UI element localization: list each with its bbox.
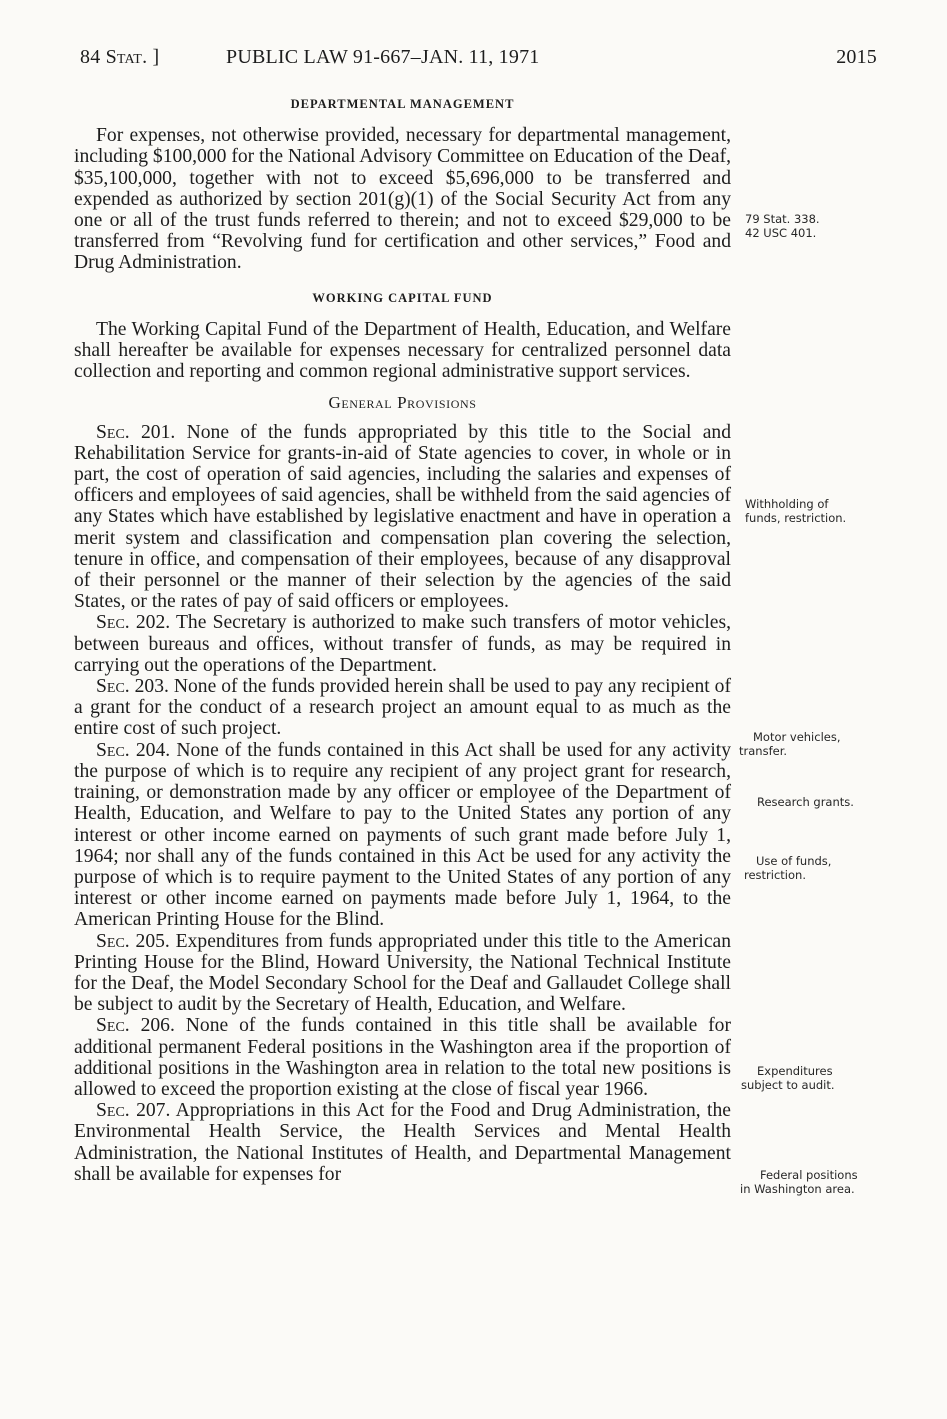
margin-note-use-of-funds <box>744 854 902 882</box>
margin-note-line: Use of funds, <box>756 854 832 868</box>
section-205-text: Expenditures from funds appropriated under this title to the American Printing House for the Blind, Howard University, the National Technical Institute for the Deaf, the Model Secondary School for the Deaf and Gallaudet College shall be subject to audit by the Secretary of Health, Education, and Welfare. <box>74 930 732 1016</box>
section-206-label: Sec. 206. <box>96 1015 175 1037</box>
margin-note-line: restriction. <box>744 868 806 882</box>
section-205-label: Sec. 205. <box>96 930 170 952</box>
margin-note-line: 42 USC 401. <box>745 226 817 240</box>
margin-note-line: in Washington area. <box>740 1182 855 1196</box>
public-law-title: PUBLIC LAW 91-667–JAN. 11, 1971 <box>226 46 540 68</box>
section-204-label: Sec. 204. <box>96 739 171 761</box>
section-201-label: Sec. 201. <box>96 421 176 443</box>
page-header <box>80 46 877 74</box>
margin-note-line: subject to audit. <box>741 1078 835 1092</box>
margin-note-citation <box>745 212 895 240</box>
heading-departmental-management: DEPARTMENTAL MANAGEMENT <box>290 97 515 111</box>
section-207-text: Appropriations in this Act for the Food and Drug Administration, the Environmental Health Service, the Health Services and Mental Health Administration, the National Institutes of Health, and Departmental Management shall be available for expenses for <box>74 1100 731 1185</box>
margin-note-withholding <box>745 497 895 525</box>
margin-note-research-grants <box>757 795 907 809</box>
margin-note-line: Federal positions <box>760 1168 858 1182</box>
section-204 <box>74 740 731 931</box>
section-202 <box>74 612 731 676</box>
section-206-text: None of the funds contained in this title shall be available for additional permanent Federal positions in the Washington area if the proportion of additional positions in the Washington area in relation to the total new positions is allowed to exceed the proportion existing at the close of fiscal year 1966. <box>74 1015 731 1100</box>
margin-note-line: Expenditures <box>757 1064 833 1078</box>
margin-note-motor-vehicles <box>739 730 889 758</box>
margin-note-expenditures <box>741 1064 891 1092</box>
margin-note-line: Motor vehicles, <box>753 730 841 744</box>
section-201 <box>74 422 731 613</box>
paragraph-departmental-management: For expenses, not otherwise provided, necessary for departmental management, including $100,000 for the National Advisory Committee on Education of the Deaf, $35,100,000, together with not to exceed $5,696,000 to be transferred and expended as authorized by section 201(g)(1) of the Social Security Act from any one or all of the trust funds referred to therein; and not to exceed $29,000 to be transferred from “Revolving fund for certification and other services,” Food and Drug Administration. <box>74 125 731 274</box>
section-203-label: Sec. 203. <box>96 676 169 698</box>
section-207 <box>74 1100 731 1185</box>
section-203-text: None of the funds provided herein shall be used to pay any recipient of a grant for the conduct of a research project an amount equal to as much as the entire cost of such project. <box>74 676 731 740</box>
margin-note-line: Research grants. <box>757 795 854 809</box>
page-body <box>74 90 731 1185</box>
paragraph-working-capital-fund: The Working Capital Fund of the Department of Health, Education, and Welfare shall hereafter be available for expenses necessary for centralized personnel data collection and reporting and common regional administrative support services. <box>74 318 731 383</box>
margin-note-line: transfer. <box>739 744 788 758</box>
statute-volume: 84 Stat. ] <box>80 46 160 68</box>
heading-general-provisions: General Provisions <box>328 393 477 413</box>
section-205 <box>74 931 731 1016</box>
margin-note-federal-positions <box>740 1168 890 1196</box>
section-207-label: Sec. 207. <box>96 1100 171 1122</box>
heading-working-capital-fund: WORKING CAPITAL FUND <box>312 290 493 305</box>
section-202-label: Sec. 202. <box>96 612 171 634</box>
margin-note-line: 79 Stat. 338. <box>745 212 820 226</box>
section-201-text: None of the funds appropriated by this title to the Social and Rehabilitation Service for grants-in-aid of State agencies to cover, in whole or in part, the cost of operation of said agencies, including the salaries and expenses of officers and employees of said agencies, shall be withheld from the said agencies of any States which have established by legislative enactment and have in operation a merit system and classification and compensation plan covering the selection, tenure in office, and compensation of their employees, because of any disapproval of their personnel or the manner of their selection by the agencies of the said States, or the rates of pay of said officers or employees. <box>74 421 731 613</box>
section-204-text: None of the funds contained in this Act shall be used for any activity the purpose of which is to require any recipient of any project grant for research, training, or demonstration made by any officer or employee of the Department of Health, Education, and Welfare to pay to the United States any portion of any interest or other income earned on payments of such grant made before July 1, 1964; nor shall any of the funds contained in this Act be used for any activity the purpose of which is to require payment to the United States of any portion of any interest or other income earned on payments made before July 1, 1964, to the American Printing House for the Blind. <box>74 739 732 931</box>
section-203 <box>74 676 731 740</box>
margin-note-line: funds, restriction. <box>745 511 847 525</box>
page-number: 2015 <box>836 46 877 68</box>
section-202-text: The Secretary is authorized to make such transfers of motor vehicles, between bureaus and offices, without transfer of funds, as may be required in carrying out the operations of the Department. <box>74 612 731 676</box>
section-206 <box>74 1015 731 1100</box>
margin-note-line: Withholding of <box>745 497 829 511</box>
